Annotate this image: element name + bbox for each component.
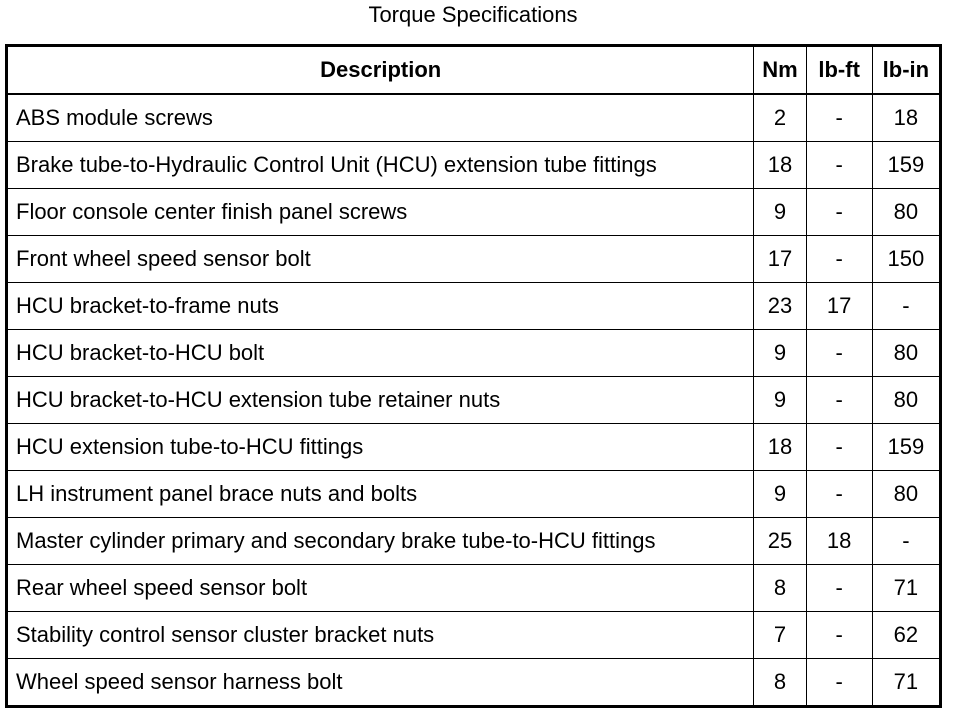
cell-nm: 18 (754, 142, 806, 189)
table-row (7, 612, 941, 659)
table-header-row (7, 46, 941, 95)
cell-description: LH instrument panel brace nuts and bolts (7, 471, 754, 518)
cell-description: Master cylinder primary and secondary brake tube-to-HCU fittings (7, 518, 754, 565)
cell-nm: 2 (754, 94, 806, 142)
cell-description: Rear wheel speed sensor bolt (7, 565, 754, 612)
cell-lbft: 18 (806, 518, 872, 565)
table-row (7, 330, 941, 377)
cell-description: Stability control sensor cluster bracket nuts (7, 612, 754, 659)
table-row (7, 94, 941, 142)
cell-description: Front wheel speed sensor bolt (7, 236, 754, 283)
cell-lbin: - (872, 283, 940, 330)
table-row (7, 283, 941, 330)
cell-nm: 7 (754, 612, 806, 659)
cell-lbin: 159 (872, 142, 940, 189)
cell-description: HCU bracket-to-HCU extension tube retainer nuts (7, 377, 754, 424)
table-row (7, 236, 941, 283)
cell-nm: 8 (754, 565, 806, 612)
cell-lbft: - (806, 189, 872, 236)
cell-lbft: 17 (806, 283, 872, 330)
page-title: Torque Specifications (368, 2, 578, 27)
cell-lbin: 80 (872, 377, 940, 424)
cell-lbft: - (806, 94, 872, 142)
cell-nm: 8 (754, 659, 806, 707)
column-header-lbin: lb-in (872, 46, 940, 95)
cell-description: HCU bracket-to-frame nuts (7, 283, 754, 330)
cell-description: Brake tube-to-Hydraulic Control Unit (HCU) extension tube fittings (7, 142, 754, 189)
cell-nm: 9 (754, 471, 806, 518)
cell-lbft: - (806, 377, 872, 424)
table-row (7, 659, 941, 707)
cell-lbft: - (806, 612, 872, 659)
cell-description: Wheel speed sensor harness bolt (7, 659, 754, 707)
cell-description: ABS module screws (7, 94, 754, 142)
column-header-nm: Nm (754, 46, 806, 95)
cell-lbin: - (872, 518, 940, 565)
cell-lbft: - (806, 236, 872, 283)
cell-lbin: 18 (872, 94, 940, 142)
cell-nm: 17 (754, 236, 806, 283)
cell-lbin: 71 (872, 659, 940, 707)
table-row (7, 142, 941, 189)
table-row (7, 471, 941, 518)
cell-lbin: 80 (872, 471, 940, 518)
cell-description: HCU bracket-to-HCU bolt (7, 330, 754, 377)
cell-nm: 23 (754, 283, 806, 330)
cell-lbin: 71 (872, 565, 940, 612)
cell-lbft: - (806, 424, 872, 471)
cell-lbin: 150 (872, 236, 940, 283)
cell-description: HCU extension tube-to-HCU fittings (7, 424, 754, 471)
table-body (7, 94, 941, 707)
cell-lbft: - (806, 330, 872, 377)
cell-lbin: 62 (872, 612, 940, 659)
column-header-lbft: lb-ft (806, 46, 872, 95)
cell-lbft: - (806, 565, 872, 612)
cell-lbin: 159 (872, 424, 940, 471)
cell-nm: 9 (754, 377, 806, 424)
cell-nm: 9 (754, 189, 806, 236)
table-row (7, 518, 941, 565)
torque-spec-table (5, 44, 942, 708)
cell-lbft: - (806, 471, 872, 518)
cell-nm: 18 (754, 424, 806, 471)
cell-lbin: 80 (872, 330, 940, 377)
cell-nm: 9 (754, 330, 806, 377)
cell-lbin: 80 (872, 189, 940, 236)
table-row (7, 189, 941, 236)
table-row (7, 565, 941, 612)
cell-lbft: - (806, 142, 872, 189)
cell-lbft: - (806, 659, 872, 707)
cell-nm: 25 (754, 518, 806, 565)
cell-description: Floor console center finish panel screws (7, 189, 754, 236)
table-row (7, 377, 941, 424)
column-header-description: Description (7, 46, 754, 95)
table-row (7, 424, 941, 471)
